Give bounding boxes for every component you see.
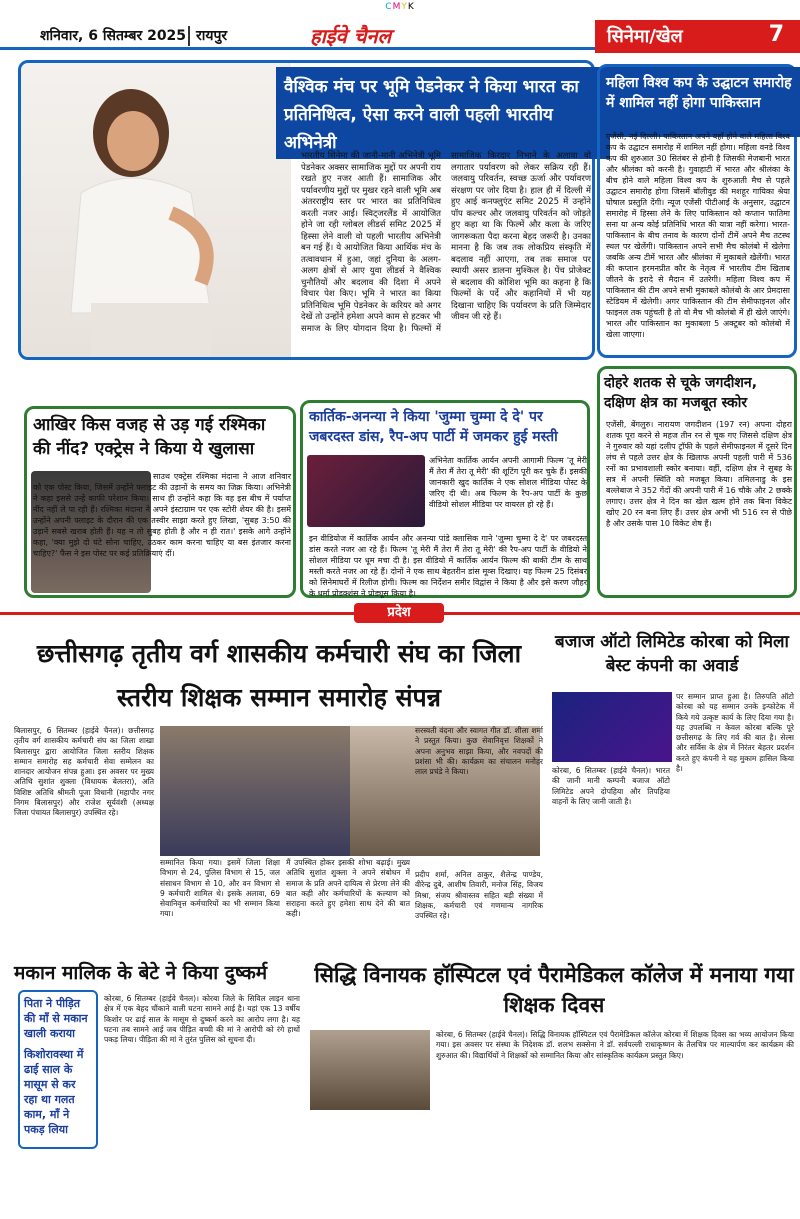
kartik-headline: कार्तिक-अनन्या ने किया 'जुम्मा चुम्मा दे दे' पर जबरदस्त डांस, रैप-अप पार्टी में जमकर हुई मस्ती bbox=[309, 409, 558, 445]
kartik-ananya-photo bbox=[307, 455, 425, 527]
makan-subhead-1: पिता ने पीड़ित की माँ से मकान खाली कराया bbox=[24, 997, 88, 1040]
cmyk-m: M bbox=[392, 2, 402, 12]
issue-date: शनिवार, 6 सितम्बर 2025 bbox=[40, 28, 187, 44]
story-jagadeesan bbox=[597, 366, 797, 598]
bajaj-headline: बजाज ऑटो लिमिटेड कोरबा को मिला बेस्ट कंपनी का अवार्ड bbox=[555, 632, 789, 676]
shikshak-col-1: बिलासपुर, 6 सितम्बर (हाईवे चैनल)। छत्तीसगढ़ तृतीय वर्ग शासकीय कर्मचारी संघ का जिला शाखा बिलासपुर द्वारा आयोजित जिला स्तरीय शिक्षक सम्मान समारोह सह कर्मचारी सेवा सम्मेलन का शानदार आयोजन संपन्न हुआ। इस अवसर पर मुख्य अतिथि सुशांत शुक्ला (विधायक बेलतरा), अति विशिष्ट अतिथि श्रीमती पूजा विधानी (महापौर नगर निगम बिलासपुर) और राजेश सूर्यवंशी (अध्यक्ष जिला पंचायत बिलासपुर) उपस्थित रहे। bbox=[14, 726, 154, 818]
newspaper-logo: हाईवे चैनल bbox=[310, 24, 392, 48]
makan-headline: मकान मालिक के बेटे ने किया दुष्कर्म bbox=[14, 962, 268, 984]
rashmika-headline: आखिर किस वजह से उड़ गई रश्मिका की नींद? एक्ट्रेस ने किया ये खुलासा bbox=[33, 415, 266, 459]
bhumi-photo bbox=[21, 63, 291, 357]
story-kartik-ananya bbox=[300, 400, 590, 598]
siddhi-headline: सिद्धि विनायक हॉस्पिटल एवं पैरामेडिकल कॉलेज में मनाया गया शिक्षक दिवस bbox=[314, 963, 794, 1017]
jagadeesan-body: एजेंसी, बेंगलुरु। नारायण जगदीशन (197 रन) अपना दोहरा शतक पूरा करने से महज तीन रन से चूक गए जिससे दक्षिण क्षेत्र ने गुरुवार को यहां दलीप ट्रॉफी के पहले सेमीफाइनल में दूसरे दिन लंच से पहले उत्तर क्षेत्र के खिलाफ अपनी पहली पारी में 536 रनों का प्रभावशाली स्कोर बनाया। वहीं, दक्षिण क्षेत्र ने सुबह के सत्र में अपनी स्थिति को मजबूत किया। तमिलनाडु के इस बल्लेबाज ने 352 गेंदों की अपनी पारी में 16 चौके और 2 छक्के लगाए। उत्तर क्षेत्र ने दिन का खेल खत्म होने तक बिना विकेट खोए 20 रन बना लिए हैं। उत्तर क्षेत्र अभी भी 516 रन से पीछे है और उसके पास 10 विकेट शेष हैं। bbox=[606, 420, 792, 528]
section-label: प्रदेश bbox=[354, 603, 444, 623]
masthead-separator bbox=[188, 26, 190, 46]
rashmika-body: साउथ एक्ट्रेस रश्मिका मंदाना ने आज शनिवार को एक पोस्ट किया, जिसमें उन्होंने फ्लाइट की उड़ानों के समय का जिक्र किया। अभिनेत्री ने कहा इससे उन्हें काफी परेशान किया। साथ ही उन्होंने कहा कि वह इस बीच में पर्याप्त नींद नहीं ले पा रही हैं। रश्मिका मंदाना ने अपने इंस्टाग्राम पर एक स्टोरी शेयर की है। इसमें उन्होंने अपनी फ्लाइट के दौरान की एक तस्वीर साझा करते हुए लिखा, 'सुबह 3:50 की उड़ानें सबसे खराब होती हैं। यह न तो सुबह होती है और न ही रात।' इसके आगे उन्होंने कहा, 'क्या मुझे दो घंटे सोना चाहिए, उठकर काम करना चाहिए या बस इंतजार करना चाहिए?' फैंस ने इस पोस्ट पर कई प्रतिक्रियाएं दीं। bbox=[33, 472, 291, 558]
cmyk-k: K bbox=[407, 2, 415, 12]
section-header bbox=[595, 20, 800, 53]
worldcup-body: एजेंसी, नई दिल्ली। पाकिस्तान अपने यहाँ होने वाले महिला विश्व कप के उद्घाटन समारोह में शामिल नहीं होगा। महिला वनडे विश्व कप की शुरुआत 30 सितंबर से होनी है जिसकी मेजबानी भारत और श्रीलंका को करनी है। गुवाहाटी में भारत और श्रीलंका के बीच होने वाले महिला विश्व कप के शुरुआती मैच से पहले उद्घाटन समारोह होगा जिसमें बॉलीवुड की मशहूर गायिका श्रेया घोषाल प्रस्तुति देंगी। न्यूज एजेंसी पीटीआई के अनुसार, उद्घाटन समारोह में हिस्सा लेने के लिए पाकिस्तान को कप्तान फातिमा सना या अन्य कोई प्रतिनिधि भारत की यात्रा नहीं करेगा। भारत-पाकिस्तान के बीच तनाव के कारण दोनों टीमें अपने मैच तटस्थ स्थल पर खेलेंगी। पाकिस्तान अपने सभी मैच कोलंबो में खेलेगा जबकि अन्य टीमें भारत और श्रीलंका में मुकाबले खेलेंगी। भारत की कप्तान हरमनप्रीत कौर के नेतृत्व में भारतीय टीम खिताब जीतने के इरादे से मैदान में उतरेगी। महिला विश्व कप में पाकिस्तान की टीम अपने सभी मुकाबले कोलंबो के आर प्रेमदासा स्टेडियम में खेलेगी। अगर पाकिस्तान की टीम सेमीफाइनल और फाइनल तक पहुंचती है तो वो मैच भी कोलंबो में ही खेले जाएंगे। भारत और पाकिस्तान का मुकाबला 5 अक्टूबर को कोलंबो में खेला जाएगा। bbox=[606, 132, 790, 339]
shikshak-col-4: सरस्वती वंदना और स्वागत गीत डॉ. शीला शर्मा ने प्रस्तुत किया। कुछ सेवानिवृत्त शिक्षकों ने अपना अनुभव साझा किया, और नवपदों की प्रशंसा भी की। कार्यक्रम का संचालन मनोहर लाल प्रचंडे ने किया। bbox=[415, 726, 543, 777]
edition-city: रायपुर bbox=[196, 28, 228, 44]
bajaj-dateline: कोरबा, 6 सितम्बर (हाईवे चैनल)। भारत की जानी मानी कम्पनी बजाज ऑटो लिमिटेड अपने दोपहिया और तिपहिया वाहनों के लिए जानी जाती है। bbox=[552, 766, 670, 806]
jagadeesan-headline: दोहरे शतक से चूके जगदीशन, दक्षिण क्षेत्र का मजबूत स्कोर bbox=[604, 375, 758, 411]
shikshak-col-2: सम्मानित किया गया। इसमें जिला शिक्षा विभाग से 24, पुलिस विभाग से 15, जल संसाधन विभाग से 10, और वन विभाग से 9 कर्मचारी शामिल थे। इसके अलावा, 69 सेवानिवृत्त कर्मचारियों का भी सम्मान किया गया। bbox=[160, 858, 280, 919]
makan-subhead-2: किशोरावस्था में ढाई साल के मासूम से कर रहा था गलत काम, माँ ने पकड़ लिया bbox=[24, 1048, 84, 1136]
story-bhumi bbox=[18, 60, 595, 360]
shikshak-bottom: प्रदीप शर्मा, अनिल ठाकुर, शैलेन्द्र पाण्डेय, वीरेन्द्र दुबे, आशीष तिवारी, मनोज सिंह, विजय मिश्रा, संजय श्रीवास्तव सहित बड़ी संख्या में शिक्षक, कर्मचारी एवं गणमान्य नागरिक उपस्थित रहे। bbox=[415, 870, 543, 921]
siddhi-body: कोरबा, 6 सितम्बर (हाईवे चैनल)। सिद्धि विनायक हॉस्पिटल एवं पैरामेडिकल कॉलेज कोरबा में शिक्षक दिवस का भव्य आयोजन किया गया। इस अवसर पर संस्था के निदेशक डॉ. शलभ सक्सेना ने डॉ. सर्वपल्ली राधाकृष्णन के तैलचित्र पर माल्यार्पण कर कार्यक्रम की शुरुआत की। विद्यार्थियों ने शिक्षकों को सम्मानित किया और सांस्कृतिक कार्यक्रम प्रस्तुत किए। bbox=[436, 1030, 794, 1060]
kartik-body-top: अभिनेता कार्तिक आर्यन अपनी आगामी फिल्म 'तू मेरी मैं तेरा मैं तेरा तू मेरी' की शूटिंग पूरी कर चुके हैं। इसकी जानकारी खुद कार्तिक ने एक सोशल मीडिया पोस्ट के जरिए दी थी। अब फिल्म के रैप-अप पार्टी के कुछ वीडियो सोशल मीडिया पर वायरल हो रहे हैं। bbox=[429, 456, 587, 509]
bhumi-body: भारतीय सिनेमा की जानी-मानी अभिनेत्री भूमि पेडनेकर अक्सर सामाजिक मुद्दों पर अपनी राय रखते हुए नजर आती हैं। सामाजिक और पर्यावरणीय मुद्दों पर मुखर रहने वाली भूमि अब अंतरराष्ट्रीय स्तर पर भारत का प्रतिनिधित्व करती नजर आईं। स्विट्जरलैंड में आयोजित होने जा रही ग्लोबल लीडर्स समिट 2025 में हिस्सा लेने वाली वो पहली भारतीय अभिनेत्री बन गई हैं। ये आयोजित किया आर्थिक मंच के तत्वावधान में हुआ, जहां दुनिया के अलग-अलग क्षेत्रों से आए युवा लीडर्स ने वैश्विक चुनौतियों और बदलाव की दिशा में अपने विचार पेश किए। भूमि ने भारत का किया प्रतिनिधित्व भूमि पेडनेकर के करियर को अगर देखें तो उन्होंने हमेशा अपने काम से हटकर भी समाज के लिए योगदान दिया है। फिल्मों में सामाजिक किरदार निभाने के अलावा वो लगातार पर्यावरण को लेकर सक्रिय रही हैं। जलवायु परिवर्तन, स्वच्छ ऊर्जा और पर्यावरण संरक्षण पर जोर दिया है। हाल ही में दिल्ली में हुए आई कनफ्लुएंट समिट 2025 में उन्होंने पॉप कल्चर और जलवायु परिवर्तन को जोड़ते हुए कहा था कि फिल्में और कला के जरिए जागरूकता पैदा करना बेहद जरूरी है। उनका मानना है कि जब तक लोकप्रिय संस्कृति में बदलाव नहीं आएगा, तब तक समाज पर स्थायी असर डालना मुश्किल है। पेंच प्रोजेक्ट से बदलाव की कोशिश भूमि का कहना है कि फिल्मों के पर्दे और कहानियों में भी यह दिखाना चाहिए कि पर्यावरण के प्रति जिम्मेदार जीवन जी रहे हैं। bbox=[301, 151, 591, 334]
story-womens-world-cup bbox=[597, 64, 797, 358]
section-name: सिनेमा/खेल bbox=[607, 26, 683, 47]
bhumi-headline: वैश्विक मंच पर भूमि पेडनेकर ने किया भारत का प्रतिनिधित्व, ऐसा करने वाली पहली भारतीय अभिनेत्री bbox=[276, 67, 610, 159]
masthead-bar bbox=[0, 20, 595, 50]
makan-body: कोरबा, 6 सितम्बर (हाईवे चैनल)। कोरबा जिले के सिविल लाइन थाना क्षेत्र में एक बेहद चौंकाने वाली घटना सामने आई है। यहां एक 13 वर्षीय किशोर पर ढाई साल के मासूम से दुष्कर्म करने का आरोप लगा है। यह घटना तब सामने आई जब पीड़ित बच्ची की मां ने आरोपी को रंगे हाथों पकड़ लिया। पीड़िता की मां ने तुरंत पुलिस को सूचना दी। bbox=[104, 994, 300, 1045]
cmyk-marks bbox=[0, 2, 800, 12]
worldcup-headline: महिला विश्व कप के उद्घाटन समारोह में शामिल नहीं होगा पाकिस्तान bbox=[600, 67, 800, 137]
shikshak-headline: छत्तीसगढ़ तृतीय वर्ग शासकीय कर्मचारी संघ का जिला स्तरीय शिक्षक सम्मान समारोह संपन्न bbox=[36, 639, 522, 712]
cmyk-y: Y bbox=[401, 2, 408, 12]
bajaj-body: पर सम्मान प्राप्त हुआ है। तिरुपति ऑटो कोरबा को यह सम्मान उनके इन्फोटेक में किये गये उत्कृष्ट कार्य के लिए दिया गया है। यह उपलब्धि न केवल कोरबा बल्कि पूरे छत्तीसगढ़ के लिए गर्व की बात है। सेल्स और सर्विस के क्षेत्र में निरंतर बेहतर प्रदर्शन करते हुए कंपनी ने यह मुकाम हासिल किया है। bbox=[676, 692, 794, 774]
bhumi-photo-illustration bbox=[21, 63, 291, 357]
cmyk-c: C bbox=[385, 2, 393, 12]
page-number: 7 bbox=[768, 22, 784, 47]
kartik-body-bottom: इन वीडियोज में कार्तिक आर्यन और अनन्या पांडे क्लासिक गाने 'जुम्मा चुम्मा दे दे' पर जबरदस्त डांस करते नजर आ रहे हैं। फिल्म 'तू मेरी मैं तेरा मैं तेरा तू मेरी' की रैप-अप पार्टी के वीडियो ने सोशल मीडिया पर धूम मचा दी है। इस वीडियो में कार्तिक आर्यन फिल्म की बाकी टीम के साथ मस्ती करते नजर आ रहे हैं। दोनों ने एक साथ बेहतरीन डांस मूव्स दिखाए। यह फिल्म 25 दिसंबर को सिनेमाघरों में रिलीज होगी। फिल्म का निर्देशन समीर विद्वांस ने किया है और इसे करण जौहर के धर्मा प्रोडक्शंस ने प्रोड्यूस किया है। bbox=[309, 534, 587, 598]
makan-subheads bbox=[18, 990, 98, 1149]
siddhi-photo bbox=[310, 1030, 430, 1110]
story-rashmika bbox=[24, 406, 296, 598]
shikshak-col-3: मैं उपस्थित होकर इसकी शोभा बढ़ाई। मुख्य अतिथि सुशांत शुक्ला ने अपने संबोधन में समाज के प्रति अपने दायित्व से प्रेरणा लेने की बात कही और कर्मचारियों के कल्याण को सराहना करते हुए हमेशा साथ देने की बात कही। bbox=[286, 858, 410, 919]
shikshak-photo-1 bbox=[160, 726, 350, 856]
bajaj-award-photo bbox=[552, 692, 672, 762]
section-divider-pradesh bbox=[0, 603, 800, 623]
